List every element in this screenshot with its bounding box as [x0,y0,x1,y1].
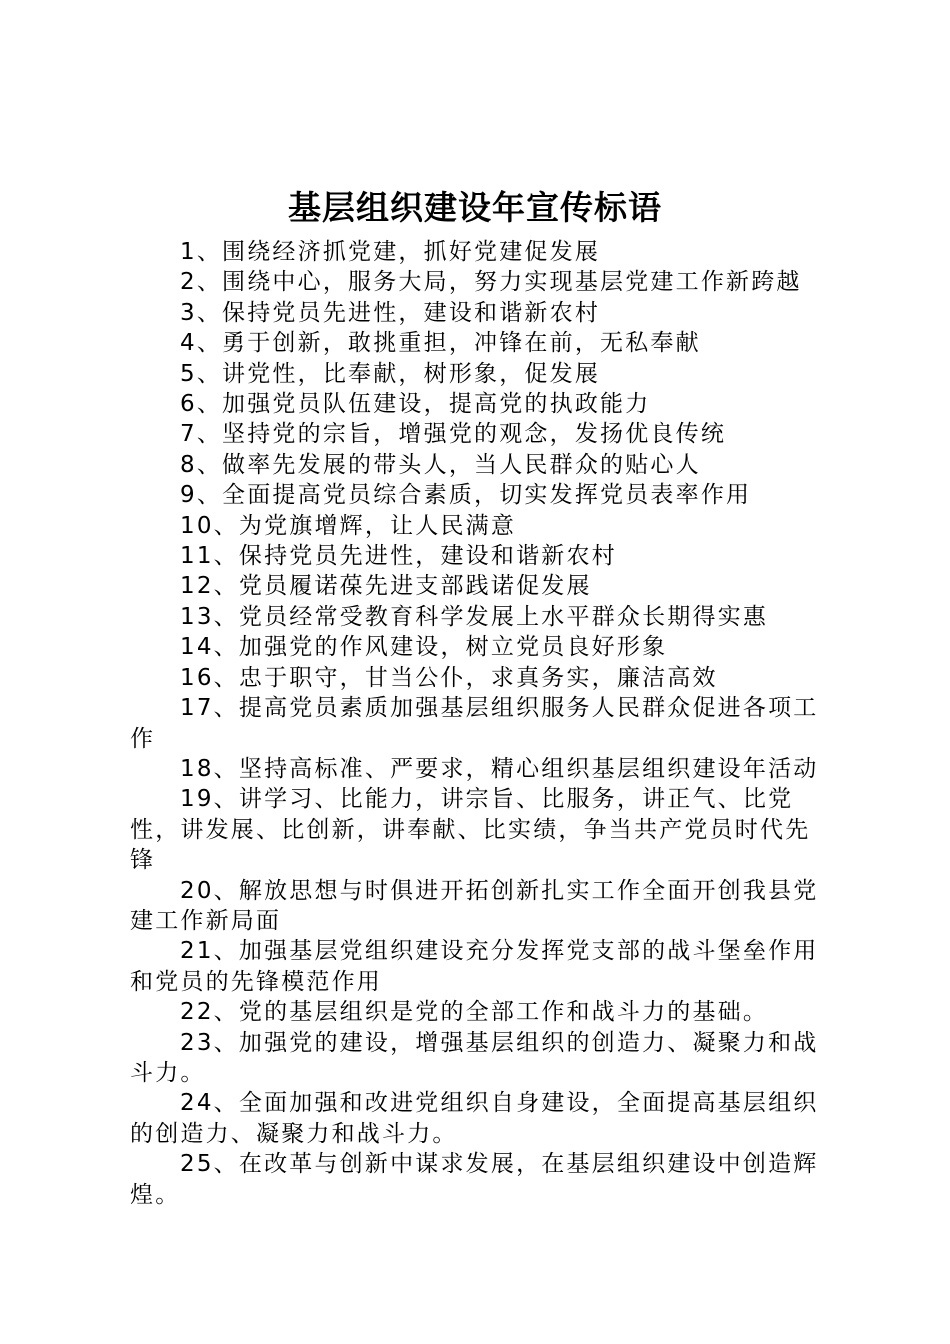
slogan-item: 3、保持党员先进性，建设和谐新农村 [180,299,601,326]
slogan-item: 16、忠于职守，甘当公仆，求真务实，廉洁高效 [180,664,718,691]
slogan-item: 19、讲学习、比能力，讲宗旨、比服务，讲正气、比党性，讲发展、比创新，讲奉献、比实绩，争当共产党员时代先锋 [130,786,811,874]
slogan-list [130,237,835,1210]
slogan-item: 13、党员经常受教育科学发展上水平群众长期得实惠 [180,603,769,630]
slogan-item: 14、加强党的作风建设，树立党员良好形象 [180,634,668,661]
slogan-item: 12、党员履诺葆先进支部践诺促发展 [180,573,592,600]
slogan-item: 6、加强党员队伍建设，提高党的执政能力 [180,391,651,418]
slogan-item: 17、提高党员素质加强基层组织服务人民群众促进各项工作 [130,695,819,752]
slogan-item: 10、为党旗增辉，让人民满意 [180,512,517,539]
slogan-item: 21、加强基层党组织建设充分发挥党支部的战斗堡垒作用和党员的先锋模范作用 [130,938,819,995]
slogan-item: 5、讲党性，比奉献，树形象，促发展 [180,360,601,387]
slogan-item: 23、加强党的建设，增强基层组织的创造力、凝聚力和战斗力。 [130,1029,819,1086]
slogan-item: 4、勇于创新，敢挑重担，冲锋在前，无私奉献 [180,330,701,357]
slogan-item: 24、全面加强和改进党组织自身建设，全面提高基层组织的创造力、凝聚力和战斗力。 [130,1090,819,1147]
slogan-item: 8、做率先发展的带头人，当人民群众的贴心人 [180,451,701,478]
slogan-item: 11、保持党员先进性，建设和谐新农村 [180,543,617,570]
slogan-item: 22、党的基层组织是党的全部工作和战斗力的基础。 [180,999,769,1026]
slogan-item: 2、围绕中心，服务大局，努力实现基层党建工作新跨越 [180,269,802,296]
slogan-item: 7、坚持党的宗旨，增强党的观念，发扬优良传统 [180,421,727,448]
slogan-item: 20、解放思想与时俱进开拓创新扎实工作全面开创我县党建工作新局面 [130,877,819,934]
slogan-item: 1、围绕经济抓党建，抓好党建促发展 [180,239,601,265]
slogan-item: 25、在改革与创新中谋求发展，在基层组织建设中创造辉煌。 [130,1151,819,1208]
slogan-item: 18、坚持高标准、严要求，精心组织基层组织建设年活动 [180,755,819,782]
document-title: 基层组织建设年宣传标语 [288,188,662,227]
slogan-item: 9、全面提高党员综合素质，切实发挥党员表率作用 [180,482,752,509]
